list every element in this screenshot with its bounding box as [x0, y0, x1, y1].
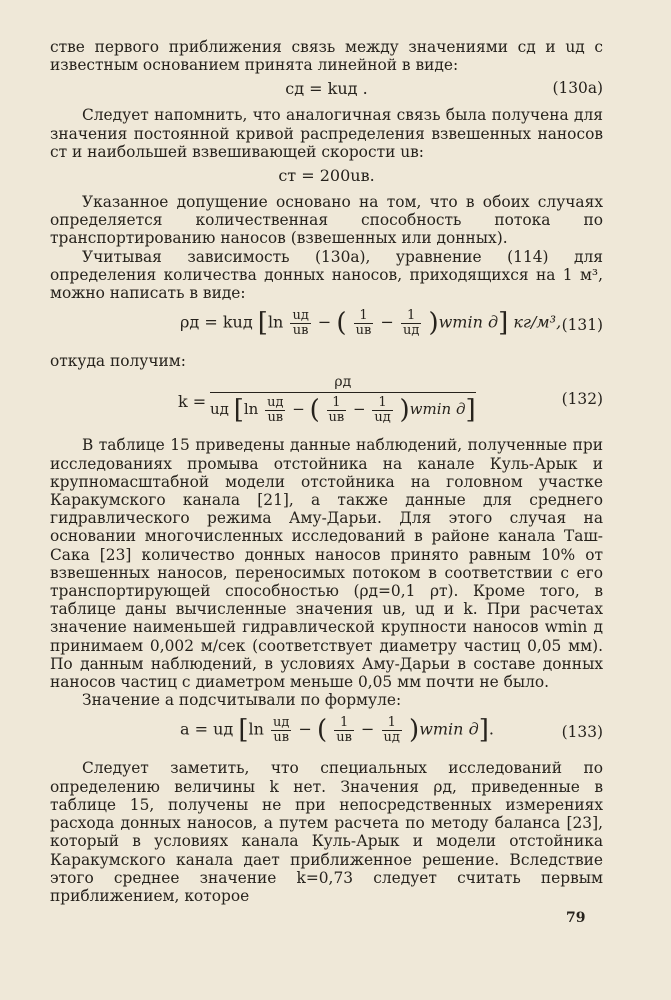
formula: ρд = kuд [ln uд uв − ( 1 uв − 1 uд )wmin д] кг/м³, — [180, 307, 562, 339]
equation-ct — [50, 163, 603, 189]
equation-131 — [50, 304, 603, 348]
page-number: 79 — [566, 910, 586, 926]
formula: cд = kuд . — [285, 79, 368, 99]
equation-number: (132) — [561, 390, 603, 409]
equation-number: (133) — [561, 723, 603, 742]
equation-number: (130а) — [552, 79, 603, 98]
paragraph-7: Значение a подсчитывали по формуле: — [82, 691, 402, 710]
paragraph-3: Указанное допущение основано на том, что в обоих случаях определяется количественная способность потока по транспортированию наносов (взвешенных или донных). — [50, 193, 603, 248]
paragraph-6: В таблице 15 приведены данные наблюдений, полученные при исследованиях промыва отстойника на канале Куль-Арык и крупномасштабной модели отстойника на головном участке Каракумского канала [21], а также данные для среднего гидравлического режима Аму-Дарьи. Для этого случая на основании многочисленных исследований в районе канала Таш-Сака [23] количество донных наносов принято равным 10% от взвешенных наносов, переносимых потоком в соответствии с его транспортирующей способностью (ρд=0,1 ρт). Кроме того, в таблице даны вычисленные значения uв, uд и k. При расчетах значение наименьшей гидравлической крупности наносов wmin д принимаем 0,002 м/сек (соответствует диаметру частиц 0,05 мм). По данным наблюдений, в условиях Аму-Дарьи в составе донных наносов частиц с диаметром меньше 0,05 мм почти не было. — [50, 436, 603, 692]
paragraph-5: откуда получим: — [50, 352, 186, 371]
equation-130a — [50, 76, 603, 102]
paragraph-2: Следует напомнить, что аналогичная связь была получена для значения постоянной кривой распределения взвешенных наносов cт и наибольшей взвешивающей скорости uв: — [50, 106, 603, 161]
paragraph-4: Учитывая зависимость (130а), уравнение (114) для определения количества донных наносов, приходящихся на 1 м³, можно написать в виде: — [50, 247, 603, 303]
text-column — [50, 38, 603, 905]
fraction: ρд uд [ln uд uв − ( 1 uв − 1 uд )wmin д] — [210, 374, 476, 426]
paragraph-8: Следует заметить, что специальных исследований по определению величины k нет. Значения ρд, приведенные в таблице 15, получены не при непосредственных измерениях расхода донных наносов, а путем расчета по методу баланса [23], который в условиях канала Куль-Арык и модели отстойника Каракумского канала дает приближенное решение. Вследствие этого среднее значение k=0,73 следует считать первым приближением, которое — [50, 759, 603, 905]
equation-number: (131) — [561, 316, 603, 335]
equation-133 — [50, 711, 603, 755]
paragraph-1: стве первого приближения связь между значениями cд и uд с известным основанием принята линейной в виде: — [50, 38, 603, 75]
formula: cт = 200uв. — [278, 166, 375, 186]
equation-132: k = ρд uд [ln uд uв − ( 1 uв − 1 uд )wmin д] (132) — [178, 374, 603, 426]
formula: a = uд [ln uд uв − ( 1 uв − 1 uд )wmin д]. — [180, 714, 494, 746]
